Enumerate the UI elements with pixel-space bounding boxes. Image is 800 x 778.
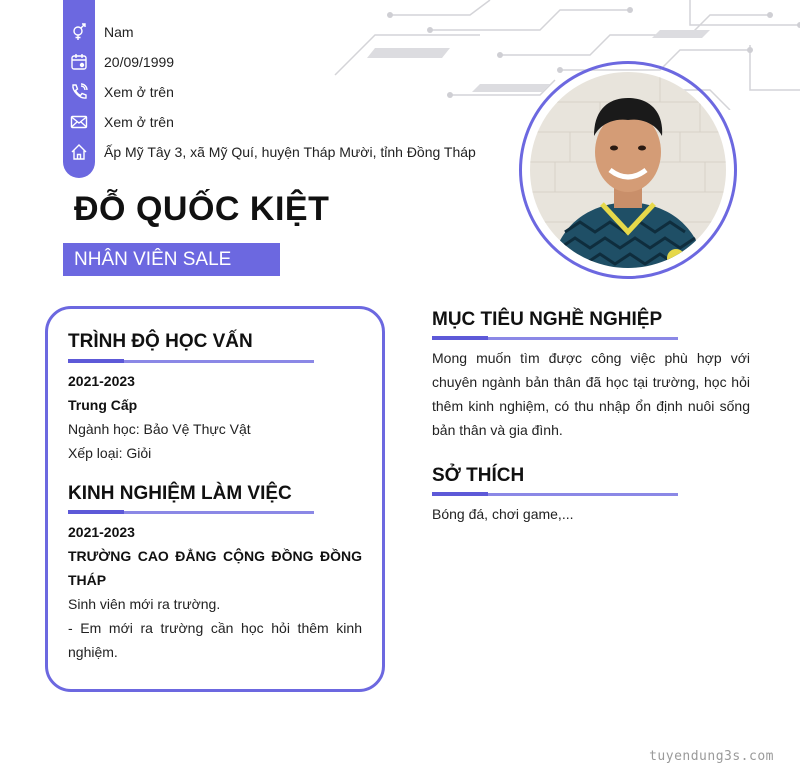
education-rule — [68, 360, 314, 363]
gender-text: Nam — [104, 24, 134, 40]
objective-line-2: chuyên ngành bản thân đã học tại trường, học hỏi — [432, 374, 750, 390]
job-title-badge: NHÂN VIÊN SALE — [63, 243, 280, 276]
experience-detail-line2: nghiệm. — [68, 644, 118, 660]
objective-title: MỤC TIÊU NGHỀ NGHIỆP — [432, 309, 663, 330]
objective-line-3: thêm kinh nghiệm, có thu nhập ổn định nuôi sống — [432, 398, 750, 414]
avatar — [530, 72, 726, 268]
candidate-name: ĐỖ QUỐC KIỆT — [74, 190, 330, 228]
experience-detail-line1: - Em mới ra trường cần học hỏi thêm kinh — [68, 620, 362, 636]
home-icon — [70, 143, 88, 161]
experience-rule — [68, 511, 314, 514]
objective-rule — [432, 337, 678, 340]
experience-note: Sinh viên mới ra trường. — [68, 596, 221, 612]
hobbies-text: Bóng đá, chơi game,... — [432, 506, 574, 522]
education-period: 2021-2023 — [68, 373, 135, 389]
objective-line-1: Mong muốn tìm được công việc phù hợp với — [432, 350, 750, 366]
address-text: Ấp Mỹ Tây 3, xã Mỹ Quí, huyện Tháp Mười, tỉnh Đồng Tháp — [104, 144, 476, 160]
education-level: Trung Cấp — [68, 397, 138, 413]
phone-text: Xem ở trên — [104, 84, 174, 100]
phone-icon — [70, 83, 88, 101]
education-major: Ngành học: Bảo Vệ Thực Vật — [68, 421, 251, 437]
objective-line-4: bản thân và gia đình. — [432, 422, 563, 438]
birthdate-text: 20/09/1999 — [104, 54, 175, 70]
hobbies-title: SỞ THÍCH — [432, 465, 525, 486]
mail-icon — [70, 113, 88, 131]
education-title: TRÌNH ĐỘ HỌC VẤN — [68, 331, 253, 352]
hobbies-rule — [432, 493, 678, 496]
experience-period: 2021-2023 — [68, 524, 135, 540]
watermark: tuyendung3s.com — [649, 749, 774, 764]
experience-title: KINH NGHIỆM LÀM VIỆC — [68, 483, 292, 504]
email-text: Xem ở trên — [104, 114, 174, 130]
experience-org-line2: THÁP — [68, 572, 107, 588]
calendar-icon — [70, 53, 88, 71]
education-grade: Xếp loại: Giỏi — [68, 445, 152, 461]
gender-icon — [70, 23, 88, 41]
experience-org-line1: TRƯỜNG CAO ĐẲNG CỘNG ĐỒNG ĐỒNG — [68, 548, 362, 564]
